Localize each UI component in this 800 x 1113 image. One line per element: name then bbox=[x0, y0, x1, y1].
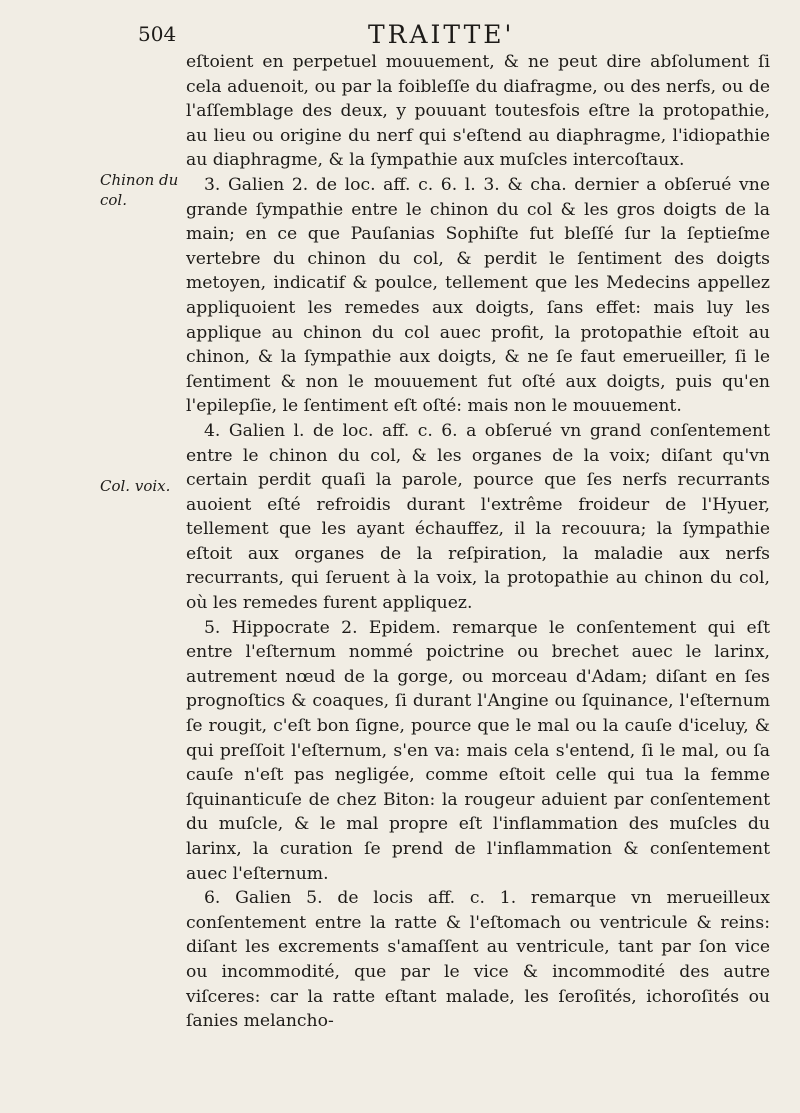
paragraph-5: 5. Hippocrate 2. Epidem. remarque le conſentement qui eſt entre l'eſternum nommé poictrine ou brechet auec le larinx, autrement nœud de la gorge, ou morceau d'Adam; diſant en ſes prognoſtics & coaques, ſi durant l'Angine ou ſquinance, l'eſternum ſe rougit, c'eſt bon ſigne, pource que le mal ou la cauſe d'iceluy, & qui preſſoit l'eſternum, s'en va: mais cela s'entend, ſi le mal, ou ſa cauſe n'eſt pas negligée, comme eſtoit celle qui tua la femme ſquinanticuſe de chez Biton: la rougeur aduient par conſentement du muſcle, & le mal propre eſt l'inflammation des muſcles du larinx, la curation ſe prend de l'inflammation & conſentement auec l'eſternum. bbox=[186, 617, 770, 884]
paragraph-6: 6. Galien 5. de locis aff. c. 1. remarque vn merueilleux conſentement entre la ratte & l'eſtomach ou ventricule & reins: diſant les excrements s'amaſſent au ventricule, tant par ſon vice ou incommodité, que par le vice & incommodité des autre viſceres: car la ratte eſtant malade, les ſeroſités, ichoroſités ou ſanies melancho- bbox=[186, 888, 770, 1032]
running-title: TRAITTE' bbox=[368, 20, 515, 49]
paragraph-3: 3. Galien 2. de loc. aff. c. 6. l. 3. & cha. dernier a obſerué vne grande ſympathie entre le chinon du col & les gros doigts de la main; en ce que Pauſanias Sophiſte fut bleſſé ſur la ſeptieſme vertebre du chinon du col, & perdit le ſentiment des doigts metoyen, indicatif & poulce, tellement que les Medecins appellez appliquoient les remedes aux doigts, ſans effet: mais luy les applique au chinon du col auec profit, la protopathie eſtoit au chinon, & la ſympathie aux doigts, & ne ſe faut emerueiller, ſi le ſentiment & non le mouuement fut oſté aux doigts, puis qu'en l'epilepſie, le ſentiment eſt oſté: mais non le mouuement. bbox=[186, 174, 770, 417]
paragraph-continuation: eſtoient en perpetuel mouuement, & ne peut dire abſolument ſi cela aduenoit, ou par la foibleſſe du diafragme, ou des nerfs, ou de l'aſſemblage des deux, y pouuant toutesfois eſtre la protopathie, au lieu ou origine du nerf qui s'eſtend au diaphragme, l'idiopathie au diaphragme, & la ſympathie aux muſcles intercoſtaux. bbox=[186, 52, 770, 171]
page-header bbox=[0, 20, 800, 48]
page-number: 504 bbox=[138, 22, 177, 46]
margin-note-chinon: Chinon du col. bbox=[100, 171, 179, 209]
body-text bbox=[186, 50, 770, 1034]
margin-note-voix: Col. voix. bbox=[100, 477, 171, 495]
paragraph-4: 4. Galien l. de loc. aff. c. 6. a obſerué vn grand conſentement entre le chinon du col, & les organes de la voix; diſant qu'vn certain perdit quaſi la parole, pource que ſes nerfs recurrants auoient eſté refroidis durant l'extrême froideur de l'Hyuer, tellement que les ayant échauffez, il la recouura; la ſympathie eſtoit aux organes de la reſpiration, la maladie aux nerfs recurrants, qui ſeruent à la voix, la protopathie au chinon du col, où les remedes furent appliquez. bbox=[186, 420, 770, 614]
